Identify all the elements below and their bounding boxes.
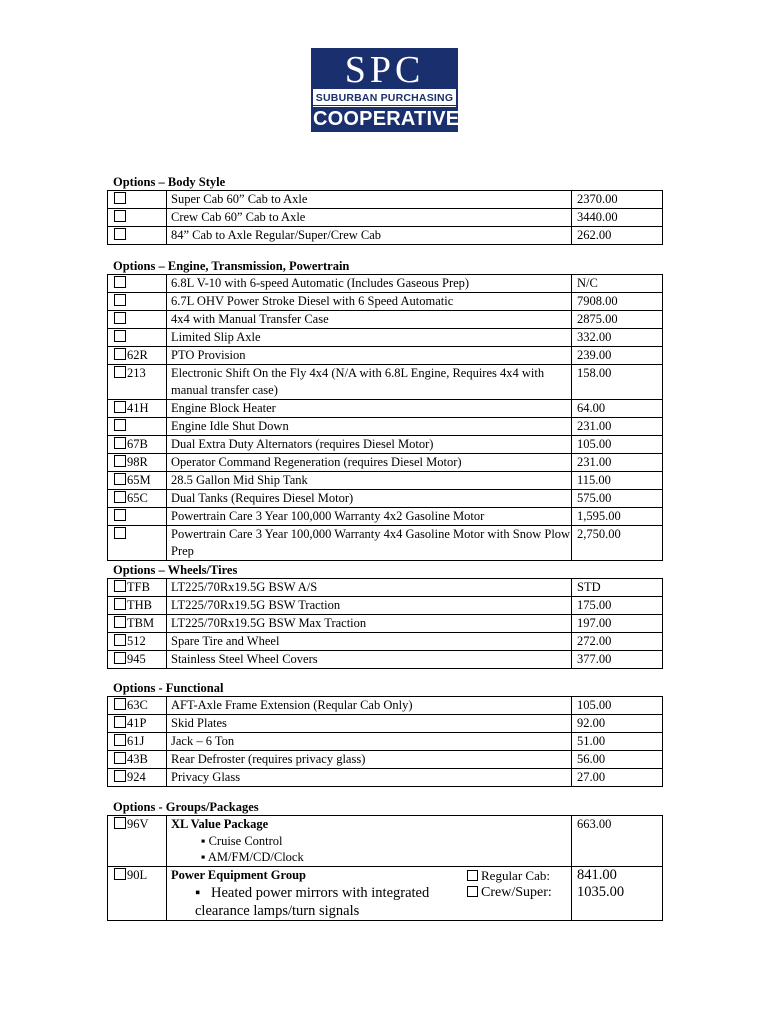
section-heading-body-style: Options – Body Style [113, 175, 226, 189]
option-code: 63C [127, 698, 148, 712]
option-code: 96V [127, 817, 149, 831]
table-row [108, 867, 663, 921]
table-row [108, 816, 663, 867]
option-price: 377.00 [572, 651, 663, 669]
table-row [108, 651, 663, 669]
option-desc: Limited Slip Axle [167, 329, 572, 347]
option-code: 62R [127, 348, 148, 362]
table-row [108, 329, 663, 347]
checkbox[interactable] [114, 698, 126, 710]
table-row [108, 191, 663, 209]
option-desc: Crew Cab 60” Cab to Axle [167, 209, 572, 227]
option-desc: Engine Block Heater [167, 400, 572, 418]
option-price: 2875.00 [572, 311, 663, 329]
checkbox[interactable] [467, 870, 478, 881]
checkbox[interactable] [114, 716, 126, 728]
option-code: 98R [127, 455, 148, 469]
option-desc: LT225/70Rx19.5G BSW Traction [167, 597, 572, 615]
table-row [108, 597, 663, 615]
option-desc: Stainless Steel Wheel Covers [167, 651, 572, 669]
checkbox[interactable] [114, 491, 126, 503]
option-price: 175.00 [572, 597, 663, 615]
option-desc: 6.7L OHV Power Stroke Diesel with 6 Speed Automatic [167, 293, 572, 311]
option-code: THB [127, 598, 152, 612]
table-row [108, 769, 663, 787]
checkbox[interactable] [114, 348, 126, 360]
table-row [108, 733, 663, 751]
option-code: 924 [127, 770, 146, 784]
regular-cab-price: 841.00 [577, 867, 617, 883]
option-desc: Operator Command Regeneration (requires Diesel Motor) [167, 454, 572, 472]
option-desc: Powertrain Care 3 Year 100,000 Warranty 4x2 Gasoline Motor [167, 508, 572, 526]
option-code: 61J [127, 734, 145, 748]
crew-cab-price: 1035.00 [577, 884, 625, 900]
logo-cooperative: COOPERATIVE [313, 108, 460, 130]
option-price: 3440.00 [572, 209, 663, 227]
option-desc: Powertrain Care 3 Year 100,000 Warranty 4x4 Gasoline Motor with Snow Plow Prep [167, 526, 572, 561]
option-desc: AFT-Axle Frame Extension (Reqular Cab Only) [167, 697, 572, 715]
option-code: 41P [127, 716, 147, 730]
option-price: N/C [572, 275, 663, 293]
cab-choice-regular[interactable]: Regular Cab: [467, 867, 550, 884]
option-desc: Privacy Glass [167, 769, 572, 787]
option-price: 27.00 [572, 769, 663, 787]
table-row [108, 347, 663, 365]
option-price: 262.00 [572, 227, 663, 245]
option-price: 1,595.00 [572, 508, 663, 526]
checkbox[interactable] [114, 437, 126, 449]
option-code: 43B [127, 752, 148, 766]
table-row [108, 697, 663, 715]
section-heading-groups: Options - Groups/Packages [113, 800, 259, 814]
checkbox[interactable] [114, 580, 126, 592]
option-desc: LT225/70Rx19.5G BSW Max Traction [167, 615, 572, 633]
option-code: 65M [127, 473, 151, 487]
option-desc: PTO Provision [167, 347, 572, 365]
option-price: 239.00 [572, 347, 663, 365]
table-row [108, 526, 663, 561]
table-row [108, 633, 663, 651]
checkbox[interactable] [114, 527, 126, 539]
table-row [108, 275, 663, 293]
option-desc: Engine Idle Shut Down [167, 418, 572, 436]
checkbox[interactable] [114, 210, 126, 222]
checkbox[interactable] [114, 817, 126, 829]
option-desc: Electronic Shift On the Fly 4x4 (N/A with 6.8L Engine, Requires 4x4 with manual transfer case) [167, 365, 572, 400]
table-row [108, 311, 663, 329]
table-wheels [107, 578, 663, 669]
table-row [108, 508, 663, 526]
table-row [108, 490, 663, 508]
table-row [108, 579, 663, 597]
option-price: 332.00 [572, 329, 663, 347]
logo-subtitle: SUBURBAN PURCHASING [313, 88, 456, 106]
checkbox[interactable] [114, 770, 126, 782]
option-price: 663.00 [572, 816, 663, 867]
table-row [108, 209, 663, 227]
option-desc: Skid Plates [167, 715, 572, 733]
checkbox[interactable] [114, 401, 126, 413]
checkbox[interactable] [467, 886, 478, 897]
option-desc: 6.8L V-10 with 6-speed Automatic (Includes Gaseous Prep) [167, 275, 572, 293]
option-price: 575.00 [572, 490, 663, 508]
checkbox[interactable] [114, 734, 126, 746]
list-item: ▪ AM/FM/CD/Clock [201, 850, 304, 864]
table-row [108, 418, 663, 436]
list-item: ▪ Cruise Control [201, 833, 283, 848]
checkbox[interactable] [114, 276, 126, 288]
option-price: 158.00 [572, 365, 663, 400]
option-code: 65C [127, 491, 148, 505]
option-price: 105.00 [572, 697, 663, 715]
checkbox[interactable] [114, 752, 126, 764]
checkbox[interactable] [114, 598, 126, 610]
checkbox[interactable] [114, 192, 126, 204]
option-desc: 28.5 Gallon Mid Ship Tank [167, 472, 572, 490]
section-heading-wheels: Options – Wheels/Tires [113, 563, 238, 577]
section-heading-functional: Options - Functional [113, 681, 224, 695]
option-code: TFB [127, 580, 150, 594]
option-price: 64.00 [572, 400, 663, 418]
option-price: 2,750.00 [572, 526, 663, 561]
table-row [108, 751, 663, 769]
table-row [108, 472, 663, 490]
table-body-style [107, 190, 663, 245]
checkbox[interactable] [114, 473, 126, 485]
checkbox[interactable] [114, 868, 126, 880]
option-desc: Spare Tire and Wheel [167, 633, 572, 651]
checkbox[interactable] [114, 330, 126, 342]
option-price: 7908.00 [572, 293, 663, 311]
checkbox[interactable] [114, 419, 126, 431]
checkbox[interactable] [114, 509, 126, 521]
option-price: 197.00 [572, 615, 663, 633]
option-price: 115.00 [572, 472, 663, 490]
option-price: 2370.00 [572, 191, 663, 209]
table-groups [107, 815, 663, 921]
table-row [108, 293, 663, 311]
option-code: 512 [127, 634, 146, 648]
option-desc: LT225/70Rx19.5G BSW A/S [167, 579, 572, 597]
option-price: 105.00 [572, 436, 663, 454]
spc-logo [311, 48, 458, 132]
table-row [108, 436, 663, 454]
option-desc: Dual Tanks (Requires Diesel Motor) [167, 490, 572, 508]
option-desc: Super Cab 60” Cab to Axle [167, 191, 572, 209]
option-desc: Rear Defroster (requires privacy glass) [167, 751, 572, 769]
option-code: 213 [127, 366, 146, 380]
checkbox[interactable] [114, 366, 126, 378]
option-price: 272.00 [572, 633, 663, 651]
list-item: ▪ Heated power mirrors with integrated clearance lamps/turn signals [195, 885, 430, 919]
checkbox[interactable] [114, 455, 126, 467]
table-row [108, 227, 663, 245]
checkbox[interactable] [114, 616, 126, 628]
logo-spc-text: SPC [313, 50, 456, 88]
table-row [108, 615, 663, 633]
option-price: 51.00 [572, 733, 663, 751]
checkbox[interactable] [114, 634, 126, 646]
option-code: 41H [127, 401, 149, 415]
option-price: STD [572, 579, 663, 597]
option-price: 92.00 [572, 715, 663, 733]
table-functional [107, 696, 663, 787]
option-desc: 4x4 with Manual Transfer Case [167, 311, 572, 329]
checkbox[interactable] [114, 312, 126, 324]
option-price: 231.00 [572, 454, 663, 472]
table-row [108, 365, 663, 400]
option-desc: 84” Cab to Axle Regular/Super/Crew Cab [167, 227, 572, 245]
package-title: XL Value Package [171, 817, 269, 831]
option-price: 231.00 [572, 418, 663, 436]
package-title: Power Equipment Group [171, 868, 306, 882]
table-row [108, 715, 663, 733]
table-row [108, 400, 663, 418]
option-code: TBM [127, 616, 155, 630]
section-heading-engine: Options – Engine, Transmission, Powertrain [113, 259, 350, 273]
checkbox[interactable] [114, 652, 126, 664]
option-desc: Dual Extra Duty Alternators (requires Diesel Motor) [167, 436, 572, 454]
option-code: 67B [127, 437, 148, 451]
table-engine [107, 274, 663, 561]
checkbox[interactable] [114, 228, 126, 240]
option-code: 945 [127, 652, 146, 666]
option-code: 90L [127, 868, 148, 882]
cab-choice-crew[interactable]: Crew/Super: [467, 884, 552, 902]
table-row [108, 454, 663, 472]
option-desc: Jack – 6 Ton [167, 733, 572, 751]
checkbox[interactable] [114, 294, 126, 306]
option-price: 56.00 [572, 751, 663, 769]
